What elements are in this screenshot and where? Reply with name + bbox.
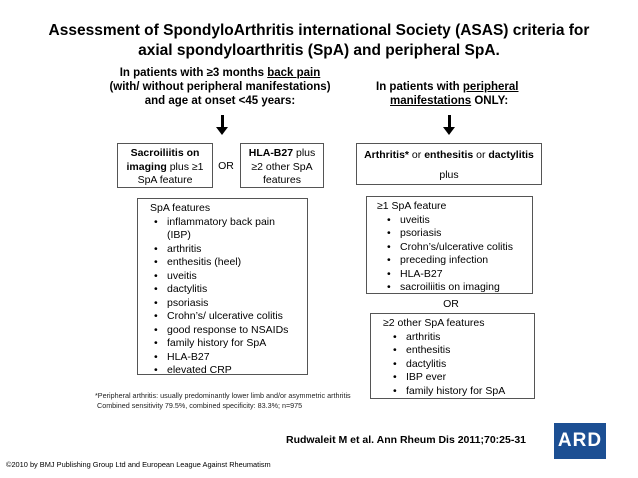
list-item: • good response to NSAIDs: [150, 324, 307, 338]
clinical-arm-box: [240, 143, 324, 188]
list-item: • preceding infection: [383, 254, 532, 268]
list-item: • dactylitis: [150, 283, 307, 297]
peripheral-arthritis: Arthritis*: [364, 149, 410, 161]
ard-logo: ARD: [554, 423, 606, 459]
list-item: • arthritis: [150, 243, 307, 257]
peripheral-entry-box: [356, 143, 542, 185]
list-item: • Crohn’s/ ulcerative colitis: [150, 310, 307, 324]
peripheral-enthesitis: enthesitis: [424, 149, 474, 161]
spa-feature-group-2: [370, 313, 535, 399]
peripheral-header-underlined1: peripheral: [462, 81, 519, 93]
clinical-arm-rest: plus: [293, 147, 316, 159]
imaging-arm-rest: plus ≥1: [166, 160, 204, 173]
group1-title: ≥1 SpA feature: [377, 200, 447, 212]
list-item: • family history for SpA: [389, 385, 534, 399]
list-item: • family history for SpA: [150, 337, 307, 351]
axial-header: [100, 66, 340, 108]
clinical-arm-line3: features: [263, 174, 301, 186]
peripheral-header-suffix: ONLY:: [471, 95, 509, 107]
axial-header-line2: (with/ without peripheral manifestations): [109, 81, 331, 93]
list-item: • dactylitis: [389, 358, 534, 372]
group2-title: ≥2 other SpA features: [383, 317, 485, 329]
footnote-sensitivity: Combined sensitivity 79.5%, combined specificity: 83.3%; n=975: [97, 401, 303, 410]
clinical-arm-line2: ≥2 other SpA: [251, 160, 313, 173]
list-item: • psoriasis: [150, 297, 307, 311]
peripheral-header-prefix: In patients with: [376, 81, 463, 93]
copyright: ©2010 by BMJ Publishing Group Ltd and European League Against Rheumatism: [6, 460, 271, 469]
peripheral-header-underlined2: manifestations: [390, 95, 472, 107]
imaging-arm-box: [117, 143, 213, 188]
list-item: • Crohn’s/ulcerative colitis: [383, 241, 532, 255]
spa-features-box: [137, 198, 308, 375]
axial-header-line3: and age at onset <45 years:: [144, 95, 296, 107]
group2-list: [383, 331, 534, 399]
spa-features-list: [150, 216, 307, 378]
spa-features-title: SpA features: [150, 202, 211, 214]
list-item-continuation: (IBP): [167, 229, 191, 241]
slide-title: [0, 21, 638, 61]
imaging-arm-line3: SpA feature: [137, 174, 193, 186]
imaging-arm-bold: imaging: [126, 160, 167, 173]
peripheral-dactylitis: dactylitis: [488, 149, 534, 161]
title-line-1: Assessment of SpondyloArthritis international Society (ASAS) criteria for: [48, 22, 590, 39]
peripheral-or-2: or: [473, 149, 489, 161]
list-item: • HLA-B27: [383, 268, 532, 282]
imaging-arm-line1: Sacroiliitis on: [130, 147, 200, 159]
title-line-2: axial spondyloarthritis (SpA) and peripheral SpA.: [138, 42, 500, 59]
list-item: • psoriasis: [383, 227, 532, 241]
peripheral-header: [376, 80, 536, 108]
peripheral-or-label: OR: [443, 298, 459, 310]
axial-header-prefix: In patients with ≥3 months: [119, 67, 268, 79]
axial-header-back-pain: back pain: [267, 67, 321, 79]
axial-or-label: OR: [218, 160, 234, 172]
footnote-peripheral-arthritis: *Peripheral arthritis: usually predominantly lower limb and/or asymmetric arthritis: [95, 391, 351, 400]
peripheral-arrow-head: [443, 127, 455, 135]
list-item: • elevated CRP: [150, 364, 307, 378]
citation: Rudwaleit M et al. Ann Rheum Dis 2011;70:25-31: [286, 434, 527, 446]
list-item: • uveitis: [150, 270, 307, 284]
spa-feature-group-1: [366, 196, 533, 294]
list-item: • uveitis: [383, 214, 532, 228]
list-item: • inflammatory back pain: [150, 216, 307, 230]
clinical-arm-bold: HLA-B27: [248, 147, 294, 159]
list-item: • HLA-B27: [150, 351, 307, 365]
peripheral-plus: plus: [439, 168, 459, 181]
footnotes: [95, 391, 375, 411]
group1-list: [377, 214, 532, 295]
list-item: • IBP ever: [389, 371, 534, 385]
list-item: • arthritis: [389, 331, 534, 345]
peripheral-or-1: or: [409, 149, 425, 161]
list-item: • sacroiliitis on imaging: [383, 281, 532, 295]
list-item: • enthesitis (heel): [150, 256, 307, 270]
axial-arrow-head: [216, 127, 228, 135]
list-item: • enthesitis: [389, 344, 534, 358]
